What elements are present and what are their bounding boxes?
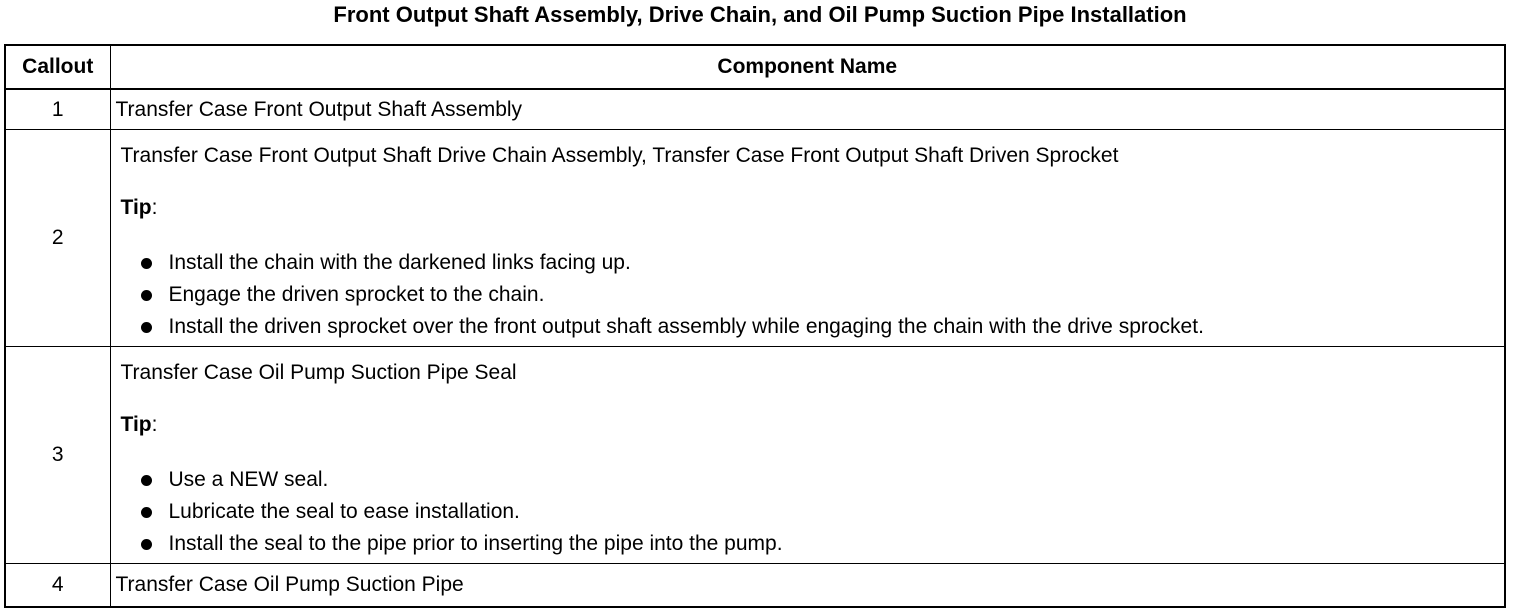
tip-list [121,247,1495,343]
bullet-icon [141,539,152,550]
component-name-cell [110,347,1505,564]
tip-item: Engage the driven sprocket to the chain. [121,279,1495,311]
table-header-row [5,45,1505,89]
tip-heading: Tip: [120,196,158,219]
bullet-icon [141,507,152,518]
column-header-component-name: Component Name [110,45,1505,89]
callout-cell: 1 [5,89,110,130]
tip-item: Use a NEW seal. [121,464,1495,496]
tip-item: Install the chain with the darkened links facing up. [121,247,1495,279]
component-name-cell [110,130,1505,347]
table-row [5,347,1505,564]
table-row [5,130,1505,347]
column-header-callout: Callout [5,45,110,89]
tip-heading: Tip: [120,413,158,436]
bullet-icon [141,322,152,333]
table-row [5,89,1505,130]
bullet-icon [141,290,152,301]
tip-item: Install the driven sprocket over the front output shaft assembly while engaging the chain with the drive sprocket. [121,311,1495,343]
bullet-icon [141,475,152,486]
page-title: Front Output Shaft Assembly, Drive Chain, and Oil Pump Suction Pipe Installation [333,2,1187,27]
component-name: Transfer Case Oil Pump Suction Pipe Seal [120,361,517,384]
callout-cell: 2 [5,130,110,347]
component-name-cell: Transfer Case Front Output Shaft Assembly [110,89,1505,130]
component-name-cell: Transfer Case Oil Pump Suction Pipe [110,564,1505,608]
component-table [4,44,1506,608]
tip-item: Install the seal to the pipe prior to inserting the pipe into the pump. [121,528,1495,560]
callout-cell: 4 [5,564,110,608]
callout-cell: 3 [5,347,110,564]
bullet-icon [141,258,152,269]
table-row [5,564,1505,608]
tip-list [121,464,1495,560]
component-name: Transfer Case Front Output Shaft Drive Chain Assembly, Transfer Case Front Output Shaft Driven Sprocket [120,144,1119,167]
tip-item: Lubricate the seal to ease installation. [121,496,1495,528]
